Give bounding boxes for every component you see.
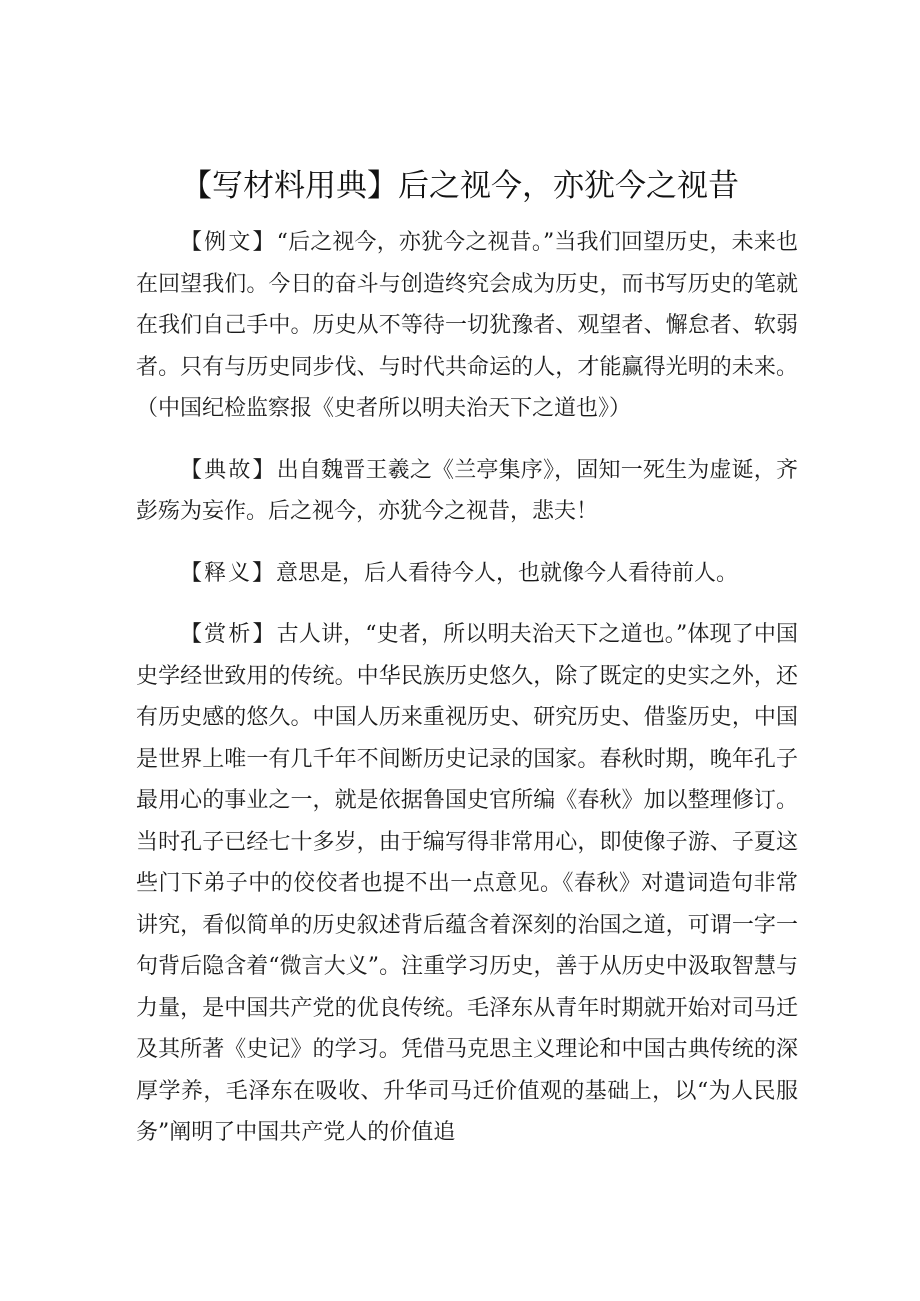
document-title: 【写材料用典】后之视今，亦犹今之视昔 — [181, 168, 739, 204]
paragraph-tag: 【典故】 — [180, 457, 277, 483]
document-body — [136, 222, 798, 1174]
paragraph-tag: 【例文】 — [180, 230, 277, 255]
paragraph-meaning — [136, 553, 798, 595]
paragraph-allusion — [136, 450, 798, 533]
paragraph-text: “后之视今，亦犹今之视昔。”当我们回望历史，未来也在回望我们。今日的奋斗与创造终究会成为历史，而书写历史的笔就在我们自己手中。历史从不等待一切犹豫者、观望者、懈怠者、软弱者。只有与历史同步伐、与时代共命运的人，才能赢得光明的未来。（中国纪检监察报《史者所以明夫治天下之道也》） — [136, 230, 798, 421]
paragraph-tag: 【释义】 — [180, 560, 277, 586]
paragraph-text: 出自魏晋王羲之《兰亭集序》，固知一死生为虚诞，齐彭殇为妄作。后之视今，亦犹今之视昔，悲夫！ — [136, 457, 798, 524]
paragraph-example — [136, 222, 798, 430]
paragraph-text: 意思是，后人看待今人，也就像今人看待前人。 — [276, 560, 739, 586]
paragraph-text: 古人讲，“史者，所以明夫治天下之道也。”体现了中国史学经世致用的传统。中华民族历史悠久，除了既定的史实之外，还有历史感的悠久。中国人历来重视历史、研究历史、借鉴历史，中国是世界上唯一有几千年不间断历史记录的国家。春秋时期，晚年孔子最用心的事业之一，就是依据鲁国史官所编《春秋》加以整理修订。当时孔子已经七十多岁，由于编写得非常用心，即使像子游、子夏这些门下弟子中的佼佼者也提不出一点意见。《春秋》对遣词造句非常讲究，看似简单的历史叙述背后蕴含着深刻的治国之道，可谓一字一句背后隐含着“微言大义”。注重学习历史，善于从历史中汲取智慧与力量，是中国共产党的优良传统。毛泽东从青年时期就开始对司马迁及其所著《史记》的学习。凭借马克思主义理论和中国古典传统的深厚学养，毛泽东在吸收、升华司马迁价值观的基础上，以“为人民服务”阐明了中国共产党人的价值追 — [136, 622, 798, 1145]
paragraph-tag: 【赏析】 — [180, 622, 277, 647]
paragraph-analysis — [136, 614, 798, 1154]
